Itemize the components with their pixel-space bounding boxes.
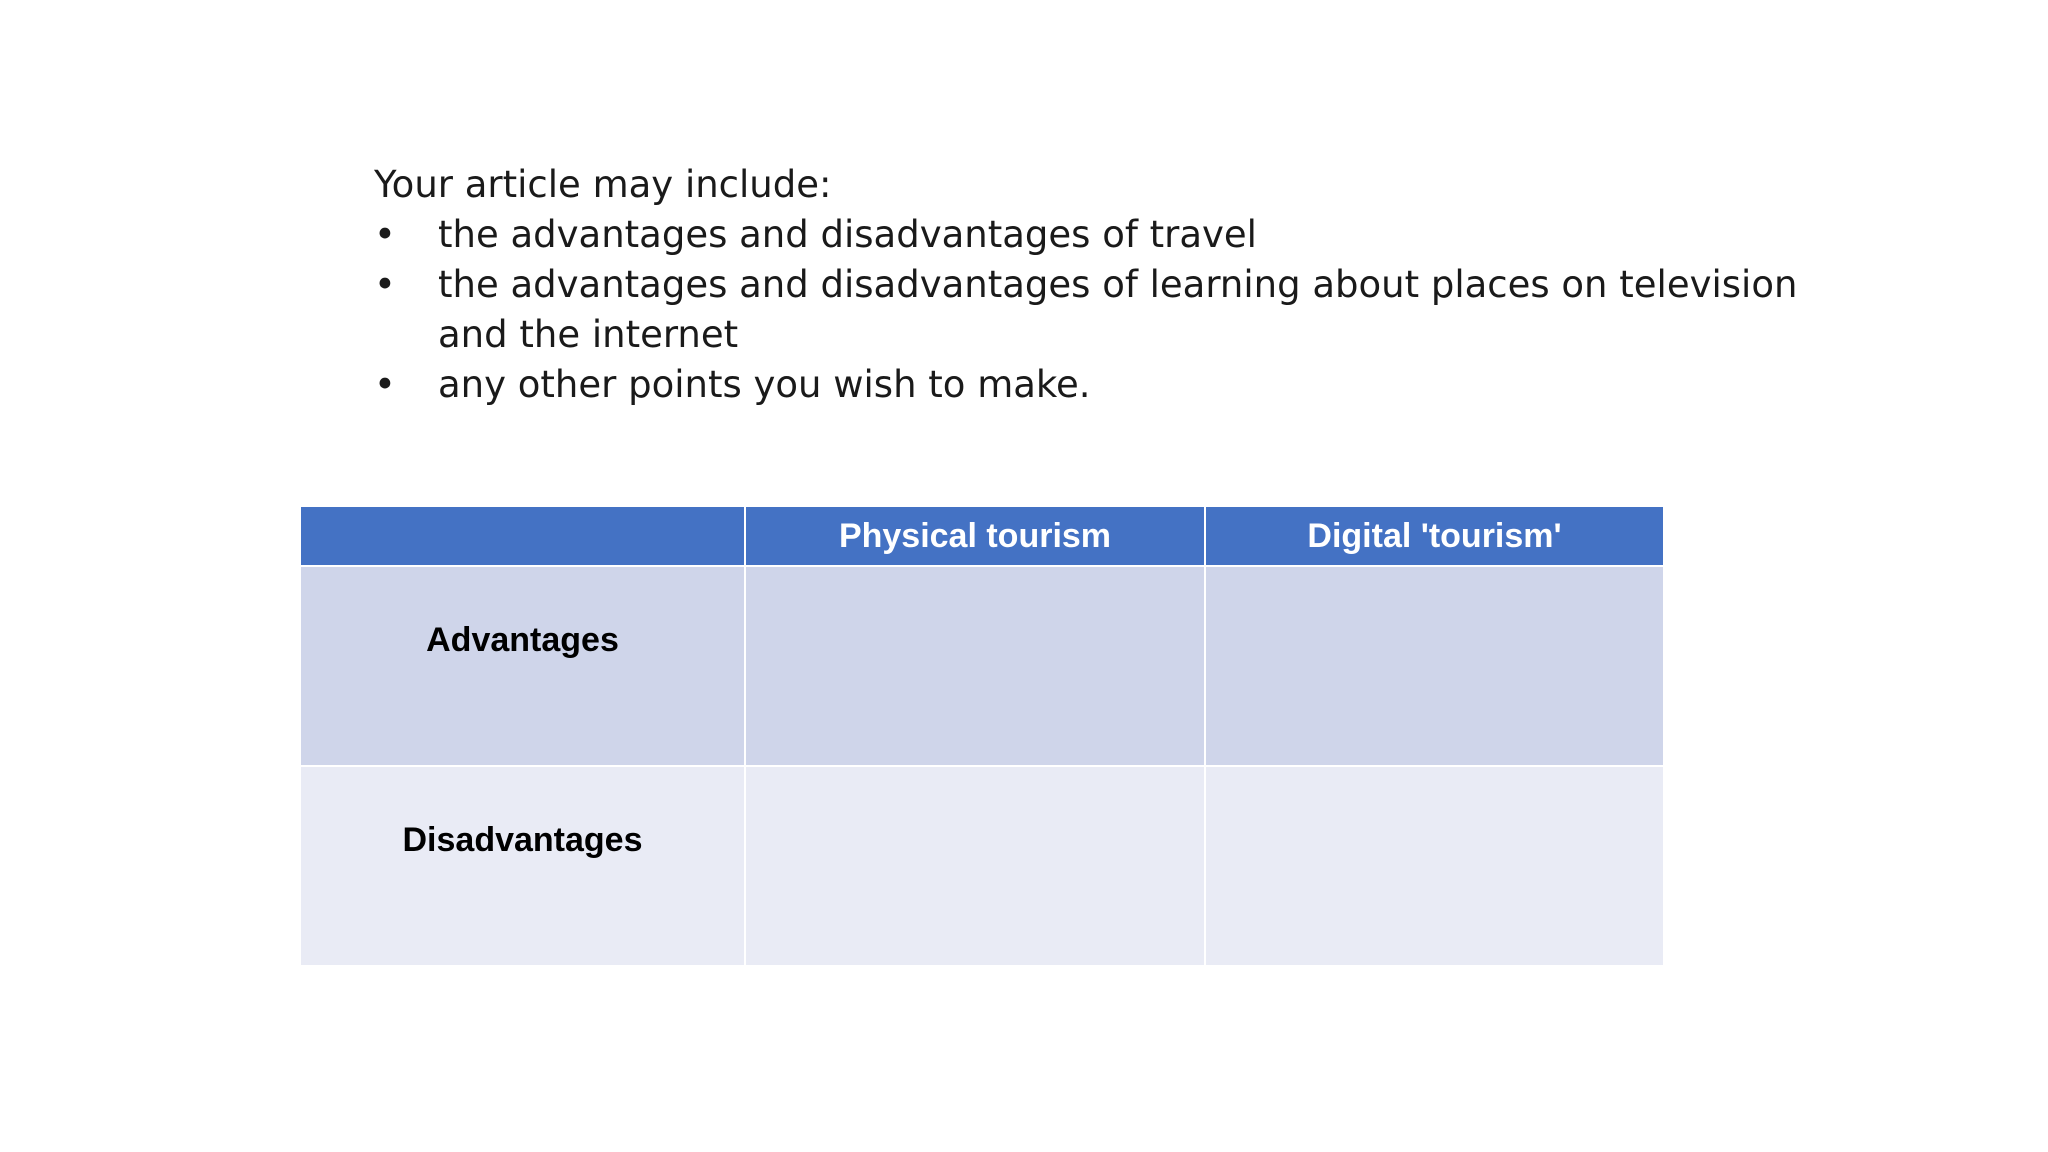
- cell-disadvantages-digital[interactable]: [1205, 766, 1664, 966]
- cell-disadvantages-physical[interactable]: [745, 766, 1205, 966]
- list-item-text: the advantages and disadvantages of learning about places on television and the internet: [438, 263, 1798, 356]
- bullet-icon: •: [374, 213, 396, 256]
- cell-advantages-digital[interactable]: [1205, 566, 1664, 766]
- article-prompt: [374, 160, 1854, 410]
- cell-advantages-physical[interactable]: [745, 566, 1205, 766]
- prompt-list: [374, 210, 1854, 410]
- header-cell-empty: [300, 506, 745, 566]
- table-row-advantages: [300, 566, 1664, 766]
- bullet-icon: •: [374, 263, 396, 306]
- table-row-disadvantages: [300, 766, 1664, 966]
- list-item: [374, 360, 1854, 410]
- table-header-row: [300, 506, 1664, 566]
- list-item: [374, 210, 1854, 260]
- list-item-text: the advantages and disadvantages of travel: [438, 213, 1257, 256]
- list-item: [374, 260, 1854, 360]
- header-digital-tourism: Digital 'tourism': [1205, 506, 1664, 566]
- header-physical-tourism: Physical tourism: [745, 506, 1205, 566]
- bullet-icon: •: [374, 363, 396, 406]
- list-item-text: any other points you wish to make.: [438, 363, 1091, 406]
- prompt-intro: Your article may include:: [374, 163, 832, 206]
- comparison-table: [299, 505, 1665, 967]
- row-label-disadvantages: Disadvantages: [300, 766, 745, 966]
- row-label-advantages: Advantages: [300, 566, 745, 766]
